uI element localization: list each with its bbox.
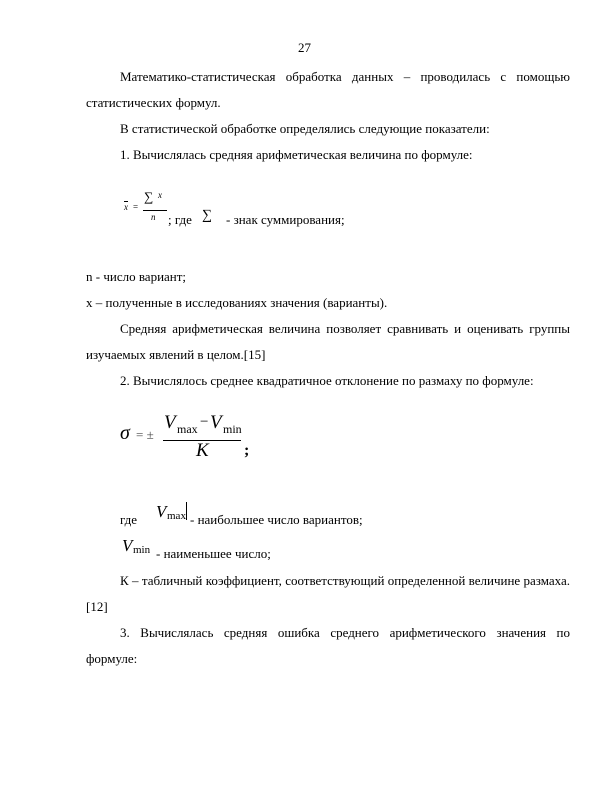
page-number: 27: [298, 40, 311, 55]
formula-sd-vmin: V: [210, 412, 222, 433]
formula-sd: [118, 412, 268, 468]
definition-vmin: [120, 534, 420, 560]
definition-vmax-sub: max: [167, 510, 186, 522]
formula-mean-n: n: [151, 212, 156, 222]
formula-mean-equals: =: [133, 202, 139, 212]
formula-sd-semicolon: ;: [244, 442, 250, 459]
formula-mean-sum-sign: ∑: [202, 208, 212, 223]
paragraph-indicators: В статистической обработке определялись следующие показатели:: [120, 121, 490, 136]
definition-vmax-v: V: [156, 502, 167, 521]
formula-sd-min-sub: min: [223, 422, 242, 436]
paragraph-sd-formula: 2. Вычислялось среднее квадратичное отклонение по размаху по формуле:: [120, 373, 534, 388]
formula-sd-sigma: σ: [120, 422, 130, 444]
definition-vmin-desc: - наименьшее число;: [156, 546, 271, 561]
definition-vmin-v: V: [122, 536, 133, 555]
formula-sd-max-sub: max: [177, 422, 198, 436]
formula-sd-vmax: V: [164, 412, 176, 433]
paragraph-mean-purpose: Средняя арифметическая величина позволяет сравнивать и оценивать группы изучаемых явлений в целом.[15]: [86, 321, 570, 362]
formula-mean-fraction-bar: [143, 210, 167, 211]
formula-mean-x: x: [158, 190, 162, 200]
formula-sd-minus: −: [200, 414, 209, 430]
formula-mean-xbar: $\overline{x}$: [124, 202, 128, 212]
definition-vmax-where: где: [120, 512, 138, 527]
definition-vmax-bracket: [186, 502, 187, 520]
paragraph-mean-formula: 1. Вычислялась средняя арифметическая величина по формуле:: [120, 147, 473, 162]
definition-vmax-desc: - наибольшее число вариантов;: [190, 512, 363, 527]
formula-mean-where: ; где: [168, 212, 192, 227]
definition-vmin-sub: min: [133, 544, 151, 556]
definition-x: x – полученные в исследованиях значения (варианты).: [86, 295, 388, 310]
formula-sd-equals-pm: = ±: [136, 427, 154, 442]
definition-n: n - число вариант;: [86, 269, 187, 284]
formula-mean-sum: ∑: [144, 189, 154, 204]
paragraph-intro: Математико-статистическая обработка данных – проводилась с помощью статистических формул.: [86, 69, 570, 110]
definition-vmax: [120, 500, 420, 526]
formula-mean: [120, 188, 380, 238]
formula-mean-sum-desc: - знак суммирования;: [226, 212, 345, 227]
formula-sd-k: K: [196, 440, 209, 461]
paragraph-k-coefficient: К – табличный коэффициент, соответствующий определенной величине размаха.[12]: [86, 573, 570, 614]
paragraph-error-formula: 3. Вычислялась средняя ошибка среднего арифметического значения по формуле:: [86, 625, 570, 666]
